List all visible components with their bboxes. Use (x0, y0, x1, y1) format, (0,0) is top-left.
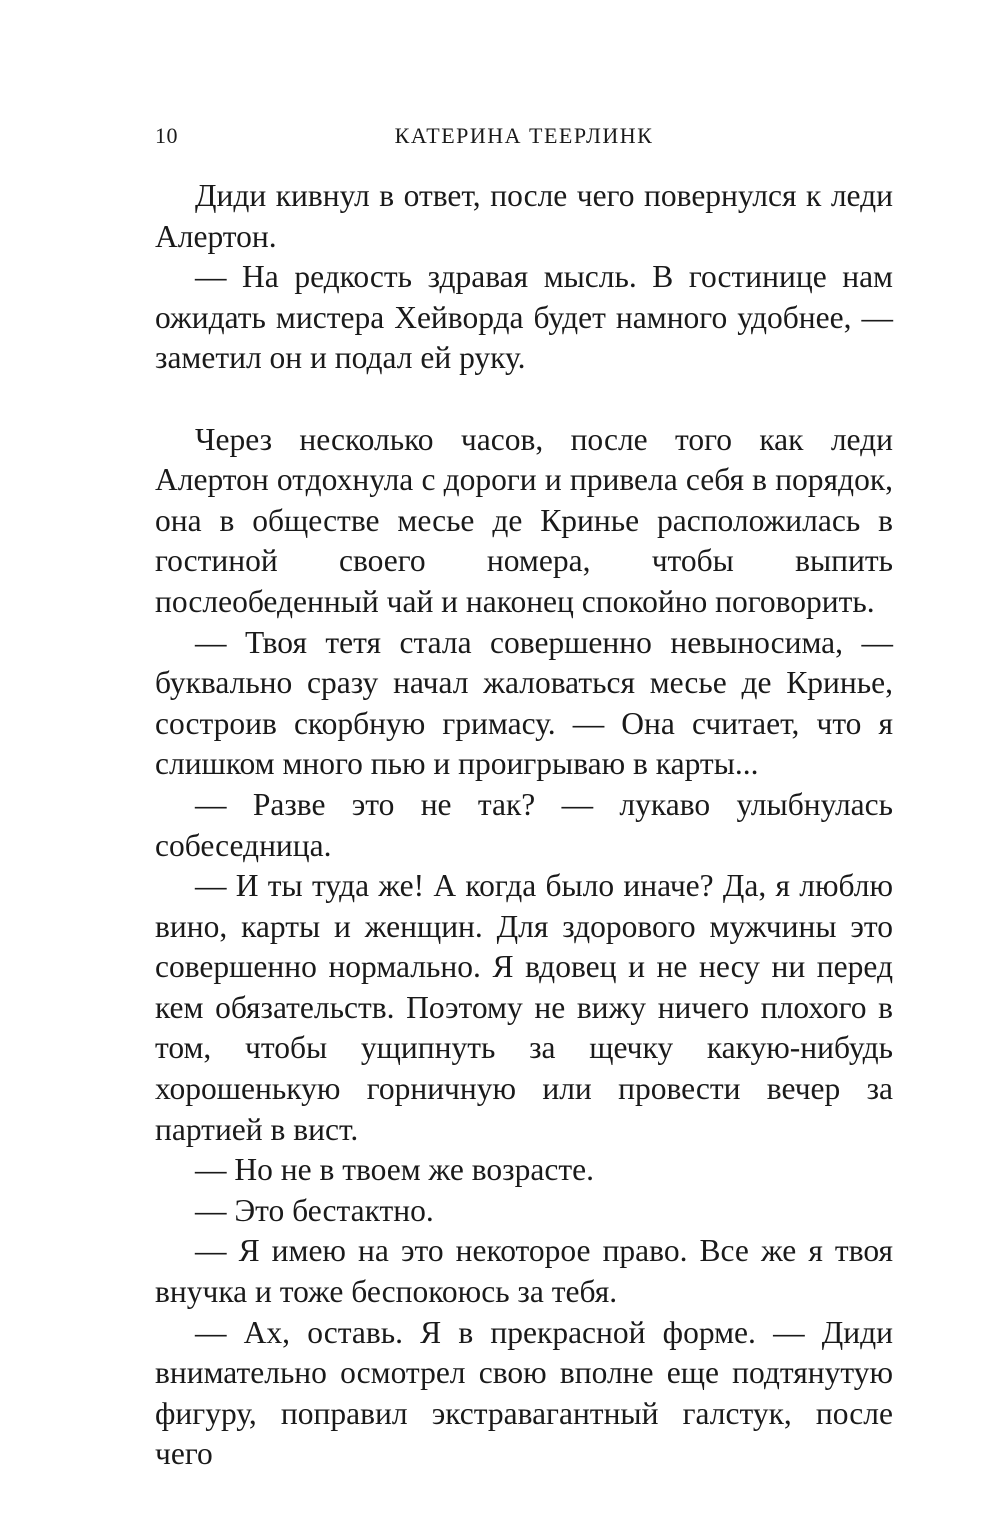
body-text (155, 176, 893, 1475)
paragraph: — Твоя тетя стала совершенно невыносима, — буквально сразу начал жаловаться месье де Криньe, состроив скорбную гримасу. — Она считает, что я слишком много пью и проигрываю в карты... (155, 624, 893, 782)
running-head (155, 120, 893, 152)
paragraph: Диди кивнул в ответ, после чего повернулся к леди Алертон. (155, 178, 893, 254)
running-title: КАТЕРИНА ТЕЕРЛИНК (394, 123, 654, 148)
paragraph: — Но не в твоем же возрасте. (195, 1152, 594, 1188)
paragraph: — И ты туда же! А когда было иначе? Да, я люблю вино, карты и женщин. Для здорового мужчины это совершенно нормально. Я вдовец и не несу ни перед кем обязательств. Поэтому не вижу ничего плохого в том, чтобы ущипнуть за щечку какую-нибудь хорошенькую горничную или провести вечер за партией в вист. (155, 868, 893, 1147)
paragraph: — Разве это не так? — лукаво улыбнулась собеседница. (155, 786, 893, 863)
paragraph: Через несколько часов, после того как леди Алертон отдохнула с дороги и привела себя в порядок, она в обществе месье де Криньe расположилась в гостиной своего номера, чтобы выпить послеобеденный чай и наконец спокойно поговорить. (155, 421, 893, 619)
paragraph: — Это бестактно. (195, 1192, 434, 1228)
paragraph: — Я имею на это некоторое право. Все же я твоя внучка и тоже беспокоюсь за тебя. (155, 1233, 893, 1310)
paragraph: — Ах, оставь. Я в прекрасной форме. — Диди внимательно осмотрел свою вполне еще подтянутую фигуру, поправил экстравагантный галстук, после чего (155, 1314, 893, 1472)
paragraph: — На редкость здравая мысль. В гостинице нам ожидать мистера Хейворда будет намного удобнее, — заметил он и подал ей руку. (155, 259, 893, 376)
page-number: 10 (155, 123, 178, 148)
